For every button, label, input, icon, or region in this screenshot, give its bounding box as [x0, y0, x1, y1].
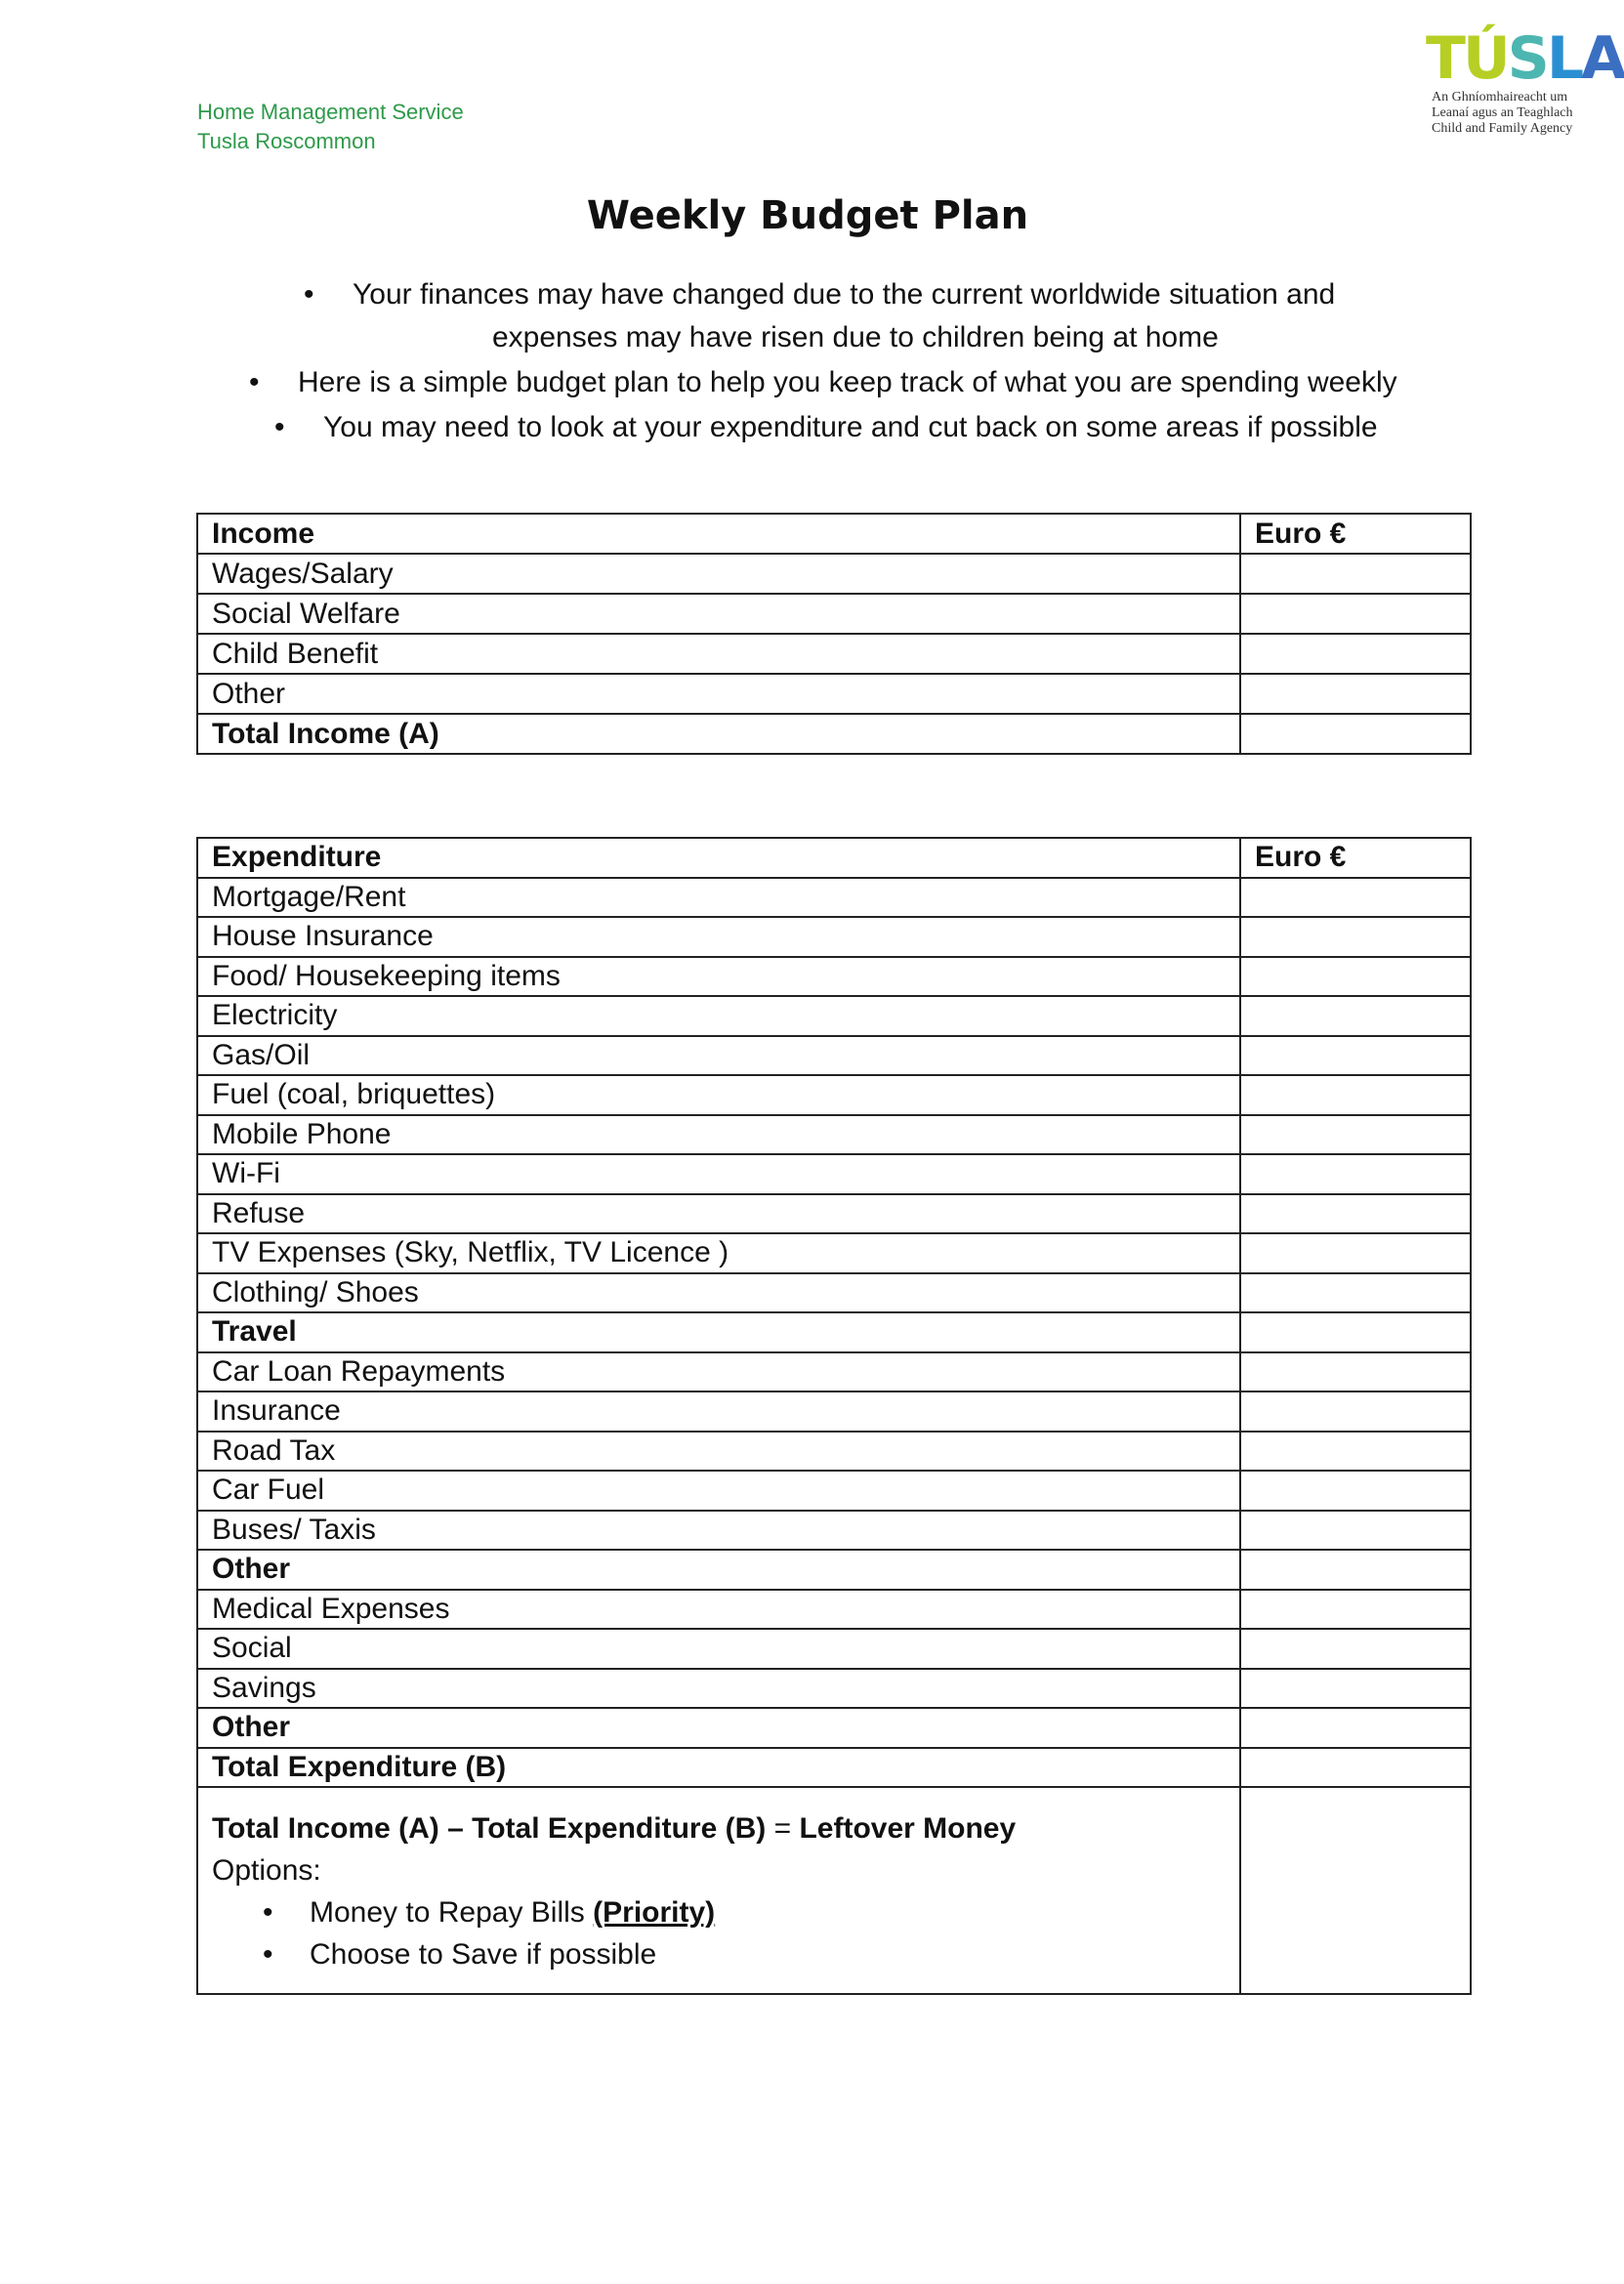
row-label: Fuel (coal, briquettes): [197, 1075, 1240, 1115]
income-total-row: [197, 714, 1471, 754]
amount-cell[interactable]: [1240, 996, 1471, 1036]
row-label: TV Expenses (Sky, Netflix, TV Licence ): [197, 1233, 1240, 1273]
intro-bullet-1-continued: expenses may have risen due to children being at home: [492, 321, 1219, 353]
row-label: Total Income (A): [197, 714, 1240, 754]
expenditure-rows: [197, 878, 1471, 1788]
table-row: [197, 634, 1471, 674]
leftover-formula: Total Income (A) – Total Expenditure (B) = Leftover Money: [212, 1812, 1017, 1845]
intro-bullet-1-text: Your finances may have changed due to the current worldwide situation and: [353, 278, 1336, 311]
amount-cell[interactable]: [1240, 1233, 1471, 1273]
row-label: Social: [197, 1629, 1240, 1669]
row-label: Total Expenditure (B): [197, 1748, 1240, 1788]
org-branch: Tusla Roscommon: [197, 129, 376, 153]
table-row: [197, 554, 1471, 594]
row-label: Clothing/ Shoes: [197, 1273, 1240, 1313]
amount-cell[interactable]: [1240, 1391, 1471, 1432]
table-row: [197, 1391, 1471, 1432]
table-row: [197, 917, 1471, 957]
income-table: [196, 513, 1472, 755]
table-row: [197, 1669, 1471, 1709]
amount-cell[interactable]: [1240, 1550, 1471, 1590]
leftover-money-description: [197, 1787, 1240, 1994]
table-row: [197, 1748, 1471, 1788]
amount-cell[interactable]: [1240, 1590, 1471, 1630]
table-row: [197, 1432, 1471, 1472]
row-label: Mobile Phone: [197, 1115, 1240, 1155]
row-label: Other: [197, 1708, 1240, 1748]
expenditure-header-label: Expenditure: [197, 838, 1240, 878]
row-label: Mortgage/Rent: [197, 878, 1240, 918]
row-label: Medical Expenses: [197, 1590, 1240, 1630]
row-label: Social Welfare: [197, 594, 1240, 634]
amount-cell[interactable]: [1240, 1115, 1471, 1155]
amount-cell[interactable]: [1240, 1669, 1471, 1709]
amount-cell[interactable]: [1240, 634, 1471, 674]
tusla-wordmark: TÚSLA: [1426, 24, 1624, 93]
row-label: House Insurance: [197, 917, 1240, 957]
row-label: Gas/Oil: [197, 1036, 1240, 1076]
row-label: Travel: [197, 1312, 1240, 1352]
logo-irish-line1: An Ghníomhaireacht um: [1432, 90, 1568, 104]
amount-cell[interactable]: [1240, 1471, 1471, 1511]
amount-cell[interactable]: [1240, 1511, 1471, 1551]
leftover-money-row: [197, 1787, 1471, 1994]
expenditure-table: [196, 837, 1472, 1995]
amount-cell[interactable]: [1240, 1036, 1471, 1076]
expenditure-header-row: [197, 838, 1471, 878]
table-row: [197, 1312, 1471, 1352]
amount-cell[interactable]: [1240, 917, 1471, 957]
amount-cell[interactable]: [1240, 1748, 1471, 1788]
row-label: Other: [197, 674, 1240, 714]
amount-cell[interactable]: [1240, 1352, 1471, 1392]
table-row: [197, 1550, 1471, 1590]
amount-cell[interactable]: [1240, 957, 1471, 997]
table-row: [197, 674, 1471, 714]
table-row: [197, 996, 1471, 1036]
row-label: Buses/ Taxis: [197, 1511, 1240, 1551]
row-label: Insurance: [197, 1391, 1240, 1432]
org-header: [197, 98, 464, 156]
row-label: Car Fuel: [197, 1471, 1240, 1511]
row-label: Child Benefit: [197, 634, 1240, 674]
intro-bullet-3-text: You may need to look at your expenditure and cut back on some areas if possible: [323, 411, 1378, 443]
income-header-row: [197, 514, 1471, 554]
tusla-logo: [1426, 24, 1624, 137]
row-label: Road Tax: [197, 1432, 1240, 1472]
amount-cell[interactable]: [1240, 1273, 1471, 1313]
amount-cell[interactable]: [1240, 878, 1471, 918]
priority-label: (Priority): [593, 1896, 716, 1929]
amount-cell[interactable]: [1240, 1154, 1471, 1194]
logo-irish-line2: Leanaí agus an Teaghlach: [1432, 105, 1573, 120]
table-row: [197, 1273, 1471, 1313]
option-repay-bills: • Money to Repay Bills (Priority): [263, 1896, 716, 1929]
amount-cell[interactable]: [1240, 714, 1471, 754]
intro-bullet-3: • You may need to look at your expenditure and cut back on some areas if possible: [274, 411, 1378, 443]
row-label: Wages/Salary: [197, 554, 1240, 594]
table-row: [197, 1708, 1471, 1748]
table-row: [197, 1352, 1471, 1392]
table-row: [197, 1115, 1471, 1155]
row-label: Electricity: [197, 996, 1240, 1036]
logo-english-line: Child and Family Agency: [1432, 121, 1573, 136]
table-row: [197, 1590, 1471, 1630]
table-row: [197, 1154, 1471, 1194]
intro-bullet-1: • Your finances may have changed due to the current worldwide situation and: [304, 278, 1336, 311]
leftover-amount-cell[interactable]: [1240, 1787, 1471, 1994]
amount-cell[interactable]: [1240, 1194, 1471, 1234]
amount-cell[interactable]: [1240, 674, 1471, 714]
table-row: [197, 1629, 1471, 1669]
table-row: [197, 878, 1471, 918]
amount-cell[interactable]: [1240, 1708, 1471, 1748]
options-label: Options:: [212, 1854, 321, 1887]
table-row: [197, 1075, 1471, 1115]
expenditure-header-value: Euro €: [1240, 838, 1471, 878]
amount-cell[interactable]: [1240, 594, 1471, 634]
org-name: Home Management Service: [197, 100, 464, 124]
amount-cell[interactable]: [1240, 1075, 1471, 1115]
amount-cell[interactable]: [1240, 554, 1471, 594]
amount-cell[interactable]: [1240, 1629, 1471, 1669]
intro-bullet-2: • Here is a simple budget plan to help you keep track of what you are spending weekly: [249, 366, 1397, 398]
table-row: [197, 1511, 1471, 1551]
income-header-label: Income: [197, 514, 1240, 554]
row-label: Wi-Fi: [197, 1154, 1240, 1194]
row-label: Savings: [197, 1669, 1240, 1709]
table-row: [197, 1471, 1471, 1511]
table-row: [197, 1233, 1471, 1273]
table-row: [197, 1194, 1471, 1234]
row-label: Car Loan Repayments: [197, 1352, 1240, 1392]
row-label: Food/ Housekeeping items: [197, 957, 1240, 997]
table-row: [197, 594, 1471, 634]
amount-cell[interactable]: [1240, 1432, 1471, 1472]
option-save: • Choose to Save if possible: [263, 1938, 657, 1971]
page-title: Weekly Budget Plan: [586, 193, 1029, 238]
row-label: Refuse: [197, 1194, 1240, 1234]
income-header-value: Euro €: [1240, 514, 1471, 554]
row-label: Other: [197, 1550, 1240, 1590]
intro-bullet-2-text: Here is a simple budget plan to help you keep track of what you are spending weekly: [298, 366, 1397, 398]
amount-cell[interactable]: [1240, 1312, 1471, 1352]
table-row: [197, 957, 1471, 997]
table-row: [197, 1036, 1471, 1076]
